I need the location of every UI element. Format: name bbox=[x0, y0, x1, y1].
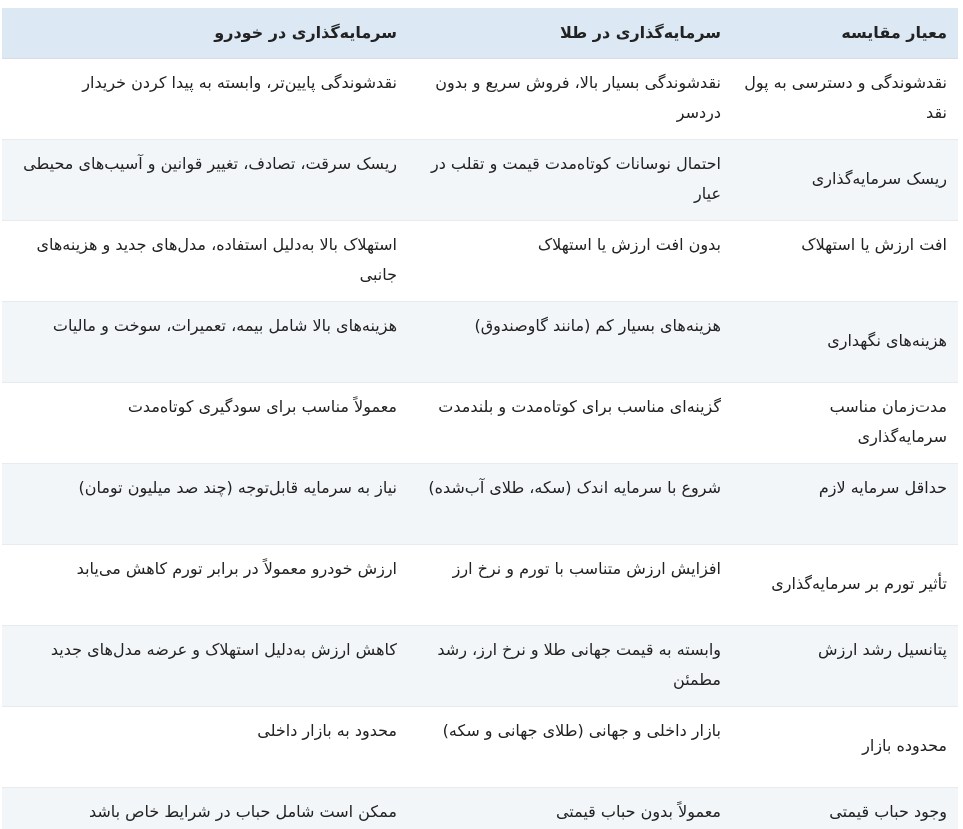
gold-cell: گزینه‌ای مناسب برای کوتاه‌مدت و بلندمدت bbox=[408, 382, 732, 463]
gold-cell: بدون افت ارزش یا استهلاک bbox=[408, 220, 732, 301]
header-row bbox=[2, 8, 958, 58]
table-row bbox=[2, 382, 958, 463]
table-row bbox=[2, 544, 958, 625]
table-row bbox=[2, 787, 958, 829]
criterion-cell: تأثیر تورم بر سرمایه‌گذاری bbox=[732, 544, 958, 625]
table-header bbox=[2, 8, 958, 58]
table-body bbox=[2, 58, 958, 829]
criterion-cell: محدوده بازار bbox=[732, 706, 958, 787]
table-row bbox=[2, 463, 958, 544]
criterion-cell: مدت‌زمان مناسب سرمایه‌گذاری bbox=[732, 382, 958, 463]
criterion-cell: پتانسیل رشد ارزش bbox=[732, 625, 958, 706]
gold-cell: هزینه‌های بسیار کم (مانند گاوصندوق) bbox=[408, 301, 732, 382]
gold-cell: وابسته به قیمت جهانی طلا و نرخ ارز، رشد مطمئن bbox=[408, 625, 732, 706]
car-cell: نیاز به سرمایه قابل‌توجه (چند صد میلیون تومان) bbox=[2, 463, 408, 544]
criterion-cell: حداقل سرمایه لازم bbox=[732, 463, 958, 544]
gold-cell: احتمال نوسانات کوتاه‌مدت قیمت و تقلب در عیار bbox=[408, 139, 732, 220]
criterion-cell: وجود حباب قیمتی bbox=[732, 787, 958, 829]
table-row bbox=[2, 625, 958, 706]
gold-cell: افزایش ارزش متناسب با تورم و نرخ ارز bbox=[408, 544, 732, 625]
gold-cell: شروع با سرمایه اندک (سکه، طلای آب‌شده) bbox=[408, 463, 732, 544]
header-car: سرمایه‌گذاری در خودرو bbox=[2, 8, 408, 58]
gold-cell: بازار داخلی و جهانی (طلای جهانی و سکه) bbox=[408, 706, 732, 787]
car-cell: کاهش ارزش به‌دلیل استهلاک و عرضه مدل‌های جدید bbox=[2, 625, 408, 706]
gold-cell: نقدشوندگی بسیار بالا، فروش سریع و بدون دردسر bbox=[408, 58, 732, 139]
table-row bbox=[2, 301, 958, 382]
gold-cell: معمولاً بدون حباب قیمتی bbox=[408, 787, 732, 829]
table-row bbox=[2, 58, 958, 139]
table-row bbox=[2, 139, 958, 220]
car-cell: ممکن است شامل حباب در شرایط خاص باشد bbox=[2, 787, 408, 829]
car-cell: استهلاک بالا به‌دلیل استفاده، مدل‌های جدید و هزینه‌های جانبی bbox=[2, 220, 408, 301]
car-cell: نقدشوندگی پایین‌تر، وابسته به پیدا کردن خریدار bbox=[2, 58, 408, 139]
comparison-table bbox=[2, 8, 958, 829]
header-criterion: معیار مقایسه bbox=[732, 8, 958, 58]
car-cell: هزینه‌های بالا شامل بیمه، تعمیرات، سوخت و مالیات bbox=[2, 301, 408, 382]
header-gold: سرمایه‌گذاری در طلا bbox=[408, 8, 732, 58]
table-row bbox=[2, 706, 958, 787]
table-row bbox=[2, 220, 958, 301]
criterion-cell: ریسک سرمایه‌گذاری bbox=[732, 139, 958, 220]
criterion-cell: نقدشوندگی و دسترسی به پول نقد bbox=[732, 58, 958, 139]
criterion-cell: هزینه‌های نگهداری bbox=[732, 301, 958, 382]
car-cell: ارزش خودرو معمولاً در برابر تورم کاهش می‌یابد bbox=[2, 544, 408, 625]
car-cell: ریسک سرقت، تصادف، تغییر قوانین و آسیب‌های محیطی bbox=[2, 139, 408, 220]
criterion-cell: افت ارزش یا استهلاک bbox=[732, 220, 958, 301]
car-cell: معمولاً مناسب برای سودگیری کوتاه‌مدت bbox=[2, 382, 408, 463]
car-cell: محدود به بازار داخلی bbox=[2, 706, 408, 787]
